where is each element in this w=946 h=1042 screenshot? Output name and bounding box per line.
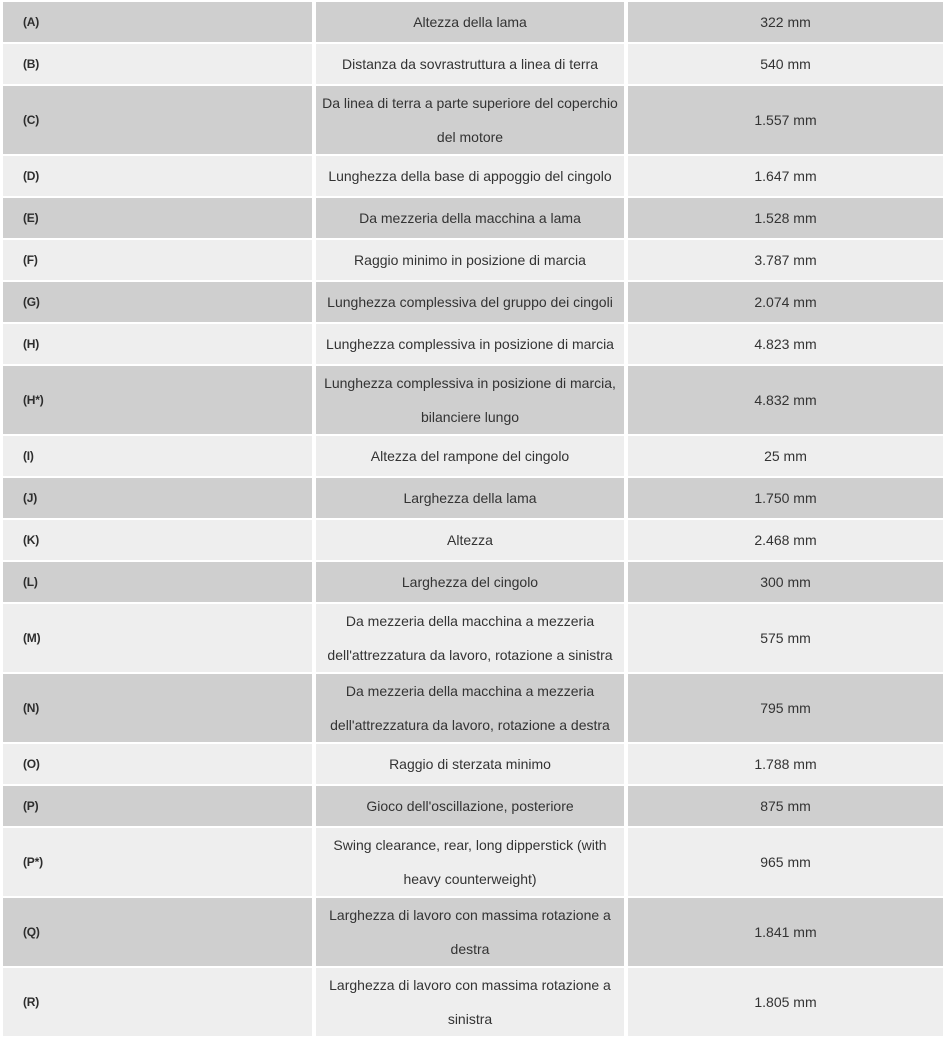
table-row <box>3 562 943 604</box>
dimension-description: Altezza della lama <box>316 2 628 44</box>
table-row <box>3 674 943 744</box>
dimension-description: Da mezzeria della macchina a lama <box>316 198 628 240</box>
table-row <box>3 828 943 898</box>
dimension-description: Lunghezza complessiva del gruppo dei cingoli <box>316 282 628 324</box>
dimensions-table-body <box>3 2 943 1038</box>
dimension-description: Da mezzeria della macchina a mezzeria dell'attrezzatura da lavoro, rotazione a destra <box>316 674 628 744</box>
dimension-value: 1.647 mm <box>628 156 943 198</box>
table-row <box>3 604 943 674</box>
table-row <box>3 478 943 520</box>
dimension-code: (I) <box>3 436 316 478</box>
dimension-description: Altezza <box>316 520 628 562</box>
dimension-code: (C) <box>3 86 316 156</box>
table-row <box>3 744 943 786</box>
dimension-value: 875 mm <box>628 786 943 828</box>
table-row <box>3 86 943 156</box>
dimension-value: 795 mm <box>628 674 943 744</box>
dimension-description: Raggio di sterzata minimo <box>316 744 628 786</box>
dimension-description: Altezza del rampone del cingolo <box>316 436 628 478</box>
table-row <box>3 2 943 44</box>
table-row <box>3 436 943 478</box>
dimension-description: Lunghezza complessiva in posizione di marcia <box>316 324 628 366</box>
dimension-code: (F) <box>3 240 316 282</box>
table-row <box>3 156 943 198</box>
dimension-description: Larghezza del cingolo <box>316 562 628 604</box>
dimension-code: (R) <box>3 968 316 1038</box>
dimension-value: 1.528 mm <box>628 198 943 240</box>
dimension-code: (P) <box>3 786 316 828</box>
dimension-code: (B) <box>3 44 316 86</box>
table-row <box>3 968 943 1038</box>
table-row <box>3 786 943 828</box>
dimension-description: Larghezza di lavoro con massima rotazione a destra <box>316 898 628 968</box>
dimension-code: (H) <box>3 324 316 366</box>
dimension-value: 4.832 mm <box>628 366 943 436</box>
dimension-code: (M) <box>3 604 316 674</box>
dimension-description: Lunghezza della base di appoggio del cingolo <box>316 156 628 198</box>
dimension-code: (G) <box>3 282 316 324</box>
dimension-code: (K) <box>3 520 316 562</box>
dimension-value: 25 mm <box>628 436 943 478</box>
dimension-description: Distanza da sovrastruttura a linea di terra <box>316 44 628 86</box>
dimension-value: 1.841 mm <box>628 898 943 968</box>
dimension-code: (D) <box>3 156 316 198</box>
dimension-description: Raggio minimo in posizione di marcia <box>316 240 628 282</box>
dimension-code: (Q) <box>3 898 316 968</box>
table-row <box>3 324 943 366</box>
dimension-description: Swing clearance, rear, long dipperstick (with heavy counterweight) <box>316 828 628 898</box>
dimension-value: 1.750 mm <box>628 478 943 520</box>
dimension-value: 1.805 mm <box>628 968 943 1038</box>
dimension-value: 3.787 mm <box>628 240 943 282</box>
dimension-description: Larghezza di lavoro con massima rotazione a sinistra <box>316 968 628 1038</box>
dimension-value: 575 mm <box>628 604 943 674</box>
dimension-code: (L) <box>3 562 316 604</box>
table-row <box>3 520 943 562</box>
dimension-value: 2.074 mm <box>628 282 943 324</box>
dimension-value: 4.823 mm <box>628 324 943 366</box>
dimension-value: 965 mm <box>628 828 943 898</box>
dimension-code: (E) <box>3 198 316 240</box>
dimension-value: 2.468 mm <box>628 520 943 562</box>
dimensions-table <box>3 2 943 1038</box>
table-row <box>3 198 943 240</box>
table-row <box>3 240 943 282</box>
dimension-description: Da linea di terra a parte superiore del coperchio del motore <box>316 86 628 156</box>
dimension-code: (H*) <box>3 366 316 436</box>
table-row <box>3 366 943 436</box>
dimension-code: (P*) <box>3 828 316 898</box>
dimension-code: (N) <box>3 674 316 744</box>
dimension-code: (J) <box>3 478 316 520</box>
table-row <box>3 898 943 968</box>
dimension-value: 322 mm <box>628 2 943 44</box>
dimension-description: Da mezzeria della macchina a mezzeria dell'attrezzatura da lavoro, rotazione a sinistra <box>316 604 628 674</box>
dimension-description: Gioco dell'oscillazione, posteriore <box>316 786 628 828</box>
dimension-code: (O) <box>3 744 316 786</box>
dimension-description: Lunghezza complessiva in posizione di marcia, bilanciere lungo <box>316 366 628 436</box>
dimension-value: 300 mm <box>628 562 943 604</box>
dimension-value: 1.557 mm <box>628 86 943 156</box>
dimension-value: 540 mm <box>628 44 943 86</box>
table-row <box>3 44 943 86</box>
dimension-value: 1.788 mm <box>628 744 943 786</box>
dimension-code: (A) <box>3 2 316 44</box>
table-row <box>3 282 943 324</box>
dimension-description: Larghezza della lama <box>316 478 628 520</box>
